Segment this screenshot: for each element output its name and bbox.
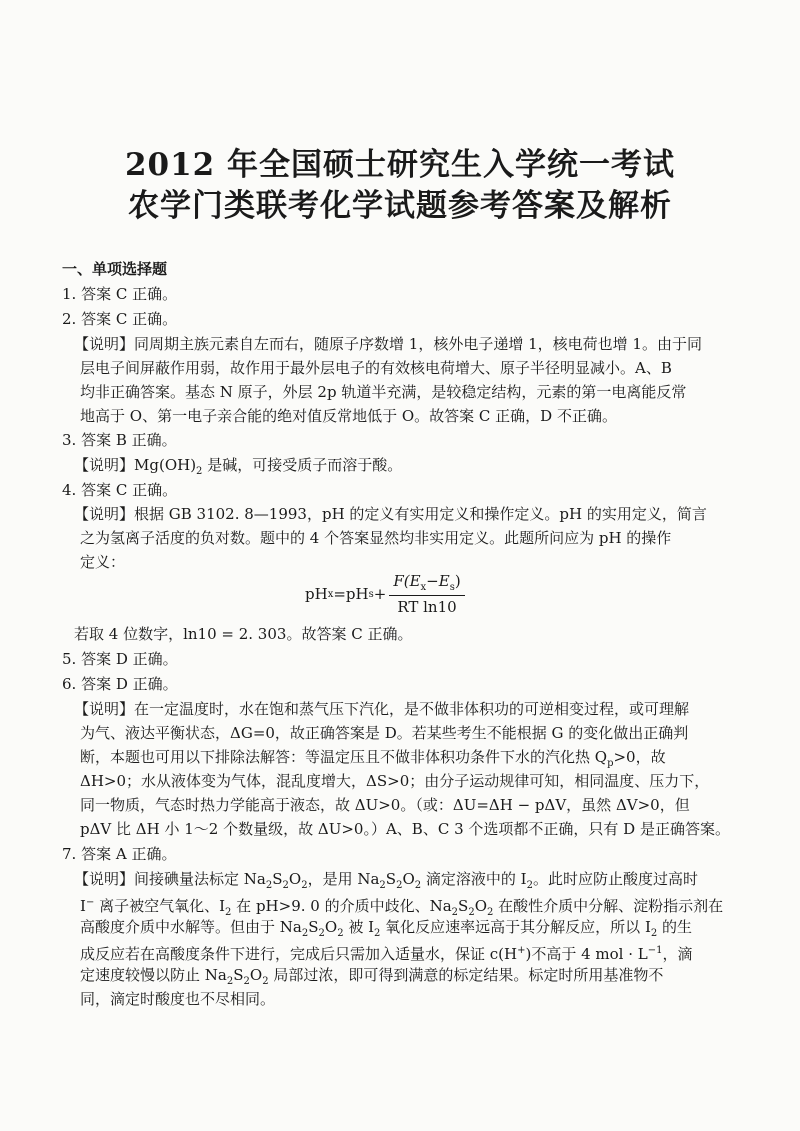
text-run: 离子被空气氧化、I — [94, 897, 226, 915]
formula-fraction — [389, 572, 464, 616]
answer-2: 2. 答案 C 正确。 — [62, 310, 178, 328]
text-run: I — [80, 897, 86, 915]
subscript: 2 — [374, 928, 381, 939]
text-run: O — [288, 870, 302, 888]
answer-5: 5. 答案 D 正确。 — [62, 650, 178, 668]
subscript: 2 — [650, 928, 658, 939]
text-run: 是碱，可接受质子而溶于酸。 — [202, 456, 403, 474]
explanation-6-line-5: 同一物质，气态时热力学能高于液态，故 ΔU>0。（或：ΔU=ΔH − pΔV，虽然 ΔV>0，但 — [80, 796, 690, 814]
text-run: >0，故 — [613, 748, 666, 766]
section-heading: 一、单项选择题 — [62, 260, 168, 278]
document-title-line-2: 农学门类联考化学试题参考答案及解析 — [128, 188, 672, 224]
formula-lhs: pH — [305, 585, 328, 603]
explanation-2-line-4: 地高于 O、第一电子亲合能的绝对值反常地低于 O。故答案 C 正确，D 不正确。 — [80, 407, 617, 425]
subscript: s — [368, 588, 374, 600]
subscript: 2 — [468, 907, 475, 918]
text-run: S — [272, 870, 283, 888]
text-run: 断，本题也可用以下排除法解答：等温定压且不做非体积功条件下水的汽化热 Q — [80, 748, 608, 766]
subscript: 2 — [414, 880, 422, 891]
text-run: −E — [426, 572, 450, 590]
text-run: S — [308, 918, 319, 936]
subscript: 2 — [301, 880, 308, 891]
answer-6: 6. 答案 D 正确。 — [62, 675, 178, 693]
superscript: + — [517, 945, 526, 956]
text-run: 成反应若在高酸度条件下进行，完成后只需加入适量水，保证 c(H — [80, 945, 518, 963]
subscript: 2 — [487, 907, 494, 918]
text-run: 的生 — [657, 918, 693, 936]
subscript: 2 — [282, 880, 289, 891]
explanation-2-line-2: 层电子间屏蔽作用弱，故作用于最外层电子的有效核电荷增大、原子半径明显减小。A、B — [80, 359, 672, 377]
explanation-4-line-1: 【说明】根据 GB 3102. 8—1993，pH 的定义有实用定义和操作定义。pH 的实用定义，简言 — [74, 505, 707, 523]
explanation-6-line-4: ΔH>0；水从液体变为气体，混乱度增大，ΔS>0；由分子运动规律可知，相同温度、压力下， — [80, 772, 710, 790]
text-run: 【说明】Mg(OH) — [74, 456, 197, 474]
subscript: 2 — [318, 928, 325, 939]
text-run: S — [385, 870, 397, 888]
superscript: − — [85, 897, 95, 908]
text-run: 氧化反应速率远高于其分解反应，所以 I — [380, 918, 651, 936]
text-run: S — [458, 897, 469, 915]
subscript: p — [607, 758, 614, 769]
answer-4: 4. 答案 C 正确。 — [62, 481, 178, 499]
answer-1: 1. 答案 C 正确。 — [62, 285, 178, 303]
text-run: )不高于 4 mol · L — [525, 945, 648, 963]
subscript: 2 — [196, 466, 203, 477]
subscript: 2 — [396, 880, 403, 891]
subscript: 2 — [262, 976, 269, 987]
subscript: 2 — [243, 976, 250, 987]
subscript: 2 — [526, 880, 533, 891]
fraction-denominator: RT ln10 — [397, 598, 457, 616]
ph-formula — [305, 574, 465, 614]
text-run: O — [324, 918, 338, 936]
explanation-7-line-4 — [80, 940, 693, 965]
explanation-6-line-6: pΔV 比 ΔH 小 1～2 个数量级，故 ΔU>0。）A、B、C 3 个选项都不正确，只有 D 是正确答案。 — [80, 820, 730, 838]
explanation-4-line-2: 之为氢离子活度的负对数。题中的 4 个答案显然均非实用定义。此题所问应为 pH 的操作 — [80, 529, 672, 547]
fraction-numerator — [389, 572, 464, 596]
subscript: 2 — [225, 907, 232, 918]
explanation-6-line-1: 【说明】在一定温度时，水在饱和蒸气压下汽化，是不做非体积功的可逆相变过程，或可理解 — [74, 700, 690, 718]
text-run: ) — [454, 572, 461, 590]
answer-7: 7. 答案 A 正确。 — [62, 845, 177, 863]
text-run: ，滴 — [662, 945, 693, 963]
text-run: S — [233, 966, 244, 984]
document-title-line-1: 2012 年全国硕士研究生入学统一考试 — [124, 147, 676, 183]
formula-plus: + — [373, 585, 387, 603]
text-run: 被 I — [343, 918, 375, 936]
text-run: O — [402, 870, 415, 888]
explanation-7-line-6: 同，滴定时酸度也不尽相同。 — [80, 990, 276, 1008]
subscript: x — [327, 588, 334, 600]
text-run: 【说明】间接碘量法标定 Na — [74, 870, 266, 888]
text-run: ，是用 Na — [307, 870, 380, 888]
text-run: 定速度较慢以防止 Na — [80, 966, 227, 984]
text-run: O — [474, 897, 487, 915]
subscript: s — [449, 582, 455, 593]
text-run: 在酸性介质中分解、淀粉指示剂在 — [493, 897, 724, 915]
text-run: 。此时应防止酸度过高时 — [532, 870, 698, 888]
text-run: 高酸度介质中水解等。但由于 Na — [80, 918, 302, 936]
subscript: 2 — [226, 976, 234, 987]
subscript: 2 — [337, 928, 344, 939]
explanation-2-line-1: 【说明】同周期主族元素自左而右，随原子序数增 1，核外电子递增 1，核电荷也增 1。由于同 — [74, 335, 702, 353]
text-run: O — [249, 966, 263, 984]
subscript: 2 — [451, 907, 459, 918]
explanation-2-line-3: 均非正确答案。基态 N 原子，外层 2p 轨道半充满，是较稳定结构，元素的第一电离能反常 — [80, 383, 687, 401]
formula-eq: =pH — [333, 585, 369, 603]
answer-3: 3. 答案 B 正确。 — [62, 431, 177, 449]
subscript: 2 — [265, 880, 273, 891]
text-run: F(E — [393, 572, 421, 590]
text-run: 局部过浓，即可得到满意的标定结果。标定时所用基准物不 — [268, 966, 664, 984]
explanation-4-line-3: 定义： — [80, 553, 126, 571]
explanation-4-line-4: 若取 4 位数字，ln10 = 2. 303。故答案 C 正确。 — [74, 625, 413, 643]
text-run: 滴定溶液中的 I — [421, 870, 527, 888]
subscript: 2 — [301, 928, 309, 939]
subscript: x — [420, 582, 427, 593]
subscript: 2 — [379, 880, 386, 891]
text-run: 在 pH>9. 0 的介质中歧化、Na — [231, 897, 452, 915]
explanation-6-line-2: 为气、液达平衡状态，ΔG=0，故正确答案是 D。若某些考生不能根据 G 的变化做出正确判 — [80, 724, 689, 742]
superscript: −1 — [647, 945, 663, 956]
